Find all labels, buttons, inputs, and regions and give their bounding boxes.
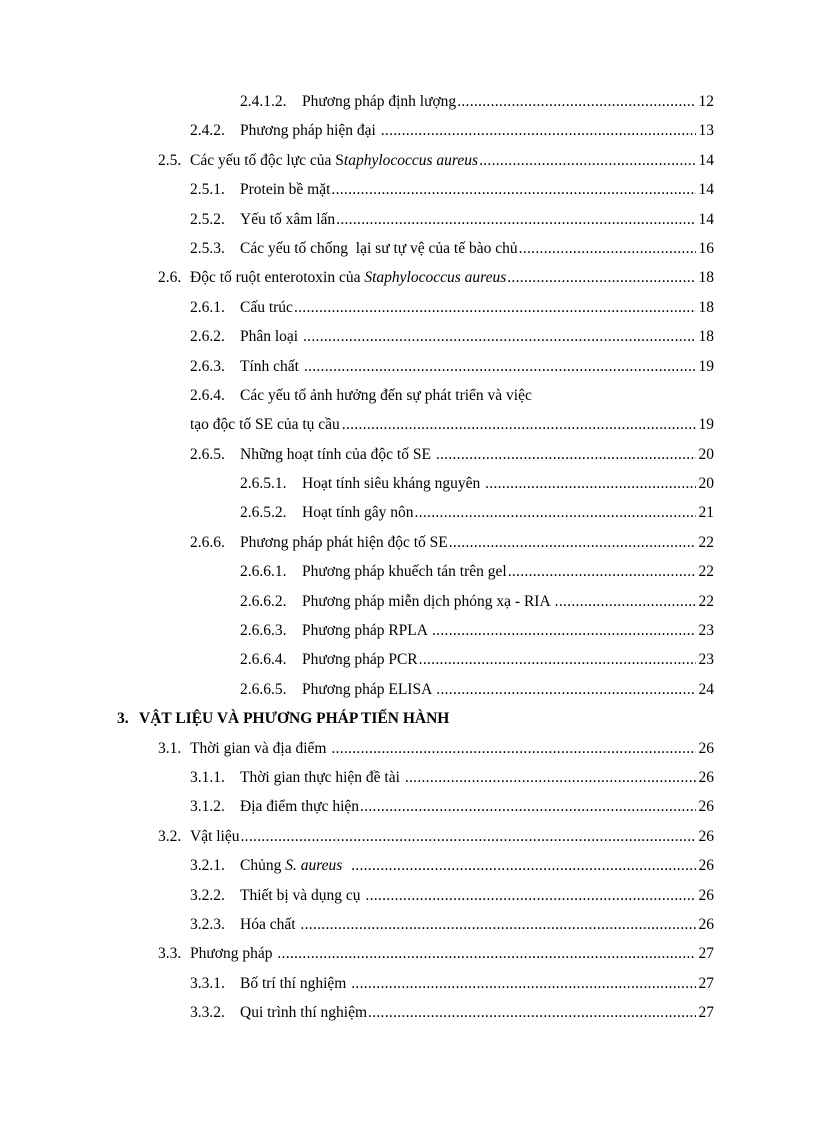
toc-entry-title bbox=[240, 440, 435, 469]
toc-dot-leader bbox=[336, 205, 696, 234]
toc-entry-title-text: Qui trình thí nghiệm bbox=[240, 1004, 368, 1022]
toc-entry-line bbox=[158, 263, 714, 292]
toc-entry-title bbox=[240, 234, 518, 263]
toc-entry-title-text: Phương pháp bbox=[190, 945, 277, 963]
toc-dot-leader bbox=[405, 763, 696, 792]
toc-entry-title-text: Phương pháp miễn dịch phóng xạ - RIA bbox=[302, 592, 554, 610]
toc-dot-leader bbox=[432, 616, 696, 645]
toc-entry-title-italic: S. aureus bbox=[285, 857, 343, 875]
toc-page-number: 22 bbox=[698, 533, 714, 551]
toc-entry-line bbox=[240, 587, 714, 616]
toc-page-number: 18 bbox=[698, 269, 714, 287]
toc-page-number: 19 bbox=[698, 357, 714, 375]
toc-entry[interactable] bbox=[0, 822, 816, 851]
toc-entry-line bbox=[117, 704, 714, 733]
toc-entry[interactable] bbox=[0, 263, 816, 292]
toc-dot-leader bbox=[449, 528, 696, 557]
toc-dot-leader bbox=[479, 146, 696, 175]
toc-dot-leader bbox=[415, 498, 697, 527]
toc-entry[interactable] bbox=[0, 910, 816, 939]
toc-entry-number: 2.6. bbox=[158, 269, 182, 287]
toc-page-number: 13 bbox=[698, 122, 714, 140]
toc-entry-number: 2.6.6.4. bbox=[240, 651, 287, 669]
toc-dot-leader bbox=[277, 939, 696, 968]
toc-entry-line bbox=[158, 822, 714, 851]
toc-entry-title-text: Phương pháp định lượng bbox=[302, 93, 457, 110]
toc-entry-line bbox=[190, 998, 714, 1027]
toc-entry-title bbox=[302, 498, 414, 527]
toc-entry-title-text: Phương pháp ELISA bbox=[302, 680, 436, 698]
toc-entry-title-text: Phương pháp hiện đại bbox=[240, 122, 380, 140]
toc-entry-number: 2.6.6. bbox=[190, 533, 225, 551]
toc-entry-number: 2.5.2. bbox=[190, 210, 225, 228]
toc-entry-title bbox=[190, 734, 330, 763]
toc-entry-number: 3.3. bbox=[158, 945, 182, 963]
toc-entry-line bbox=[190, 440, 714, 469]
toc-entry[interactable] bbox=[0, 175, 816, 204]
toc-entry[interactable] bbox=[0, 998, 816, 1027]
toc-entry[interactable] bbox=[0, 763, 816, 792]
toc-entry-title-text: Chủng bbox=[240, 857, 286, 875]
toc-entry-title-text: Phương pháp RPLA bbox=[302, 622, 431, 640]
toc-entry[interactable] bbox=[0, 851, 816, 880]
toc-entry[interactable] bbox=[0, 381, 816, 410]
toc-page-number: 22 bbox=[698, 563, 714, 581]
toc-dot-leader bbox=[331, 175, 696, 204]
toc-page-number: 26 bbox=[698, 827, 714, 845]
toc-entry-title bbox=[302, 616, 431, 645]
toc-entry[interactable] bbox=[0, 352, 816, 381]
toc-entry[interactable] bbox=[0, 469, 816, 498]
toc-entry-line bbox=[190, 763, 714, 792]
toc-entry-number: 2.6.3. bbox=[190, 357, 225, 375]
toc-entry-title-text: Phương pháp PCR bbox=[302, 651, 418, 669]
toc-entry-title-text: Thời gian và địa điểm bbox=[190, 739, 331, 757]
toc-entry-title bbox=[240, 910, 299, 939]
toc-page-number: 16 bbox=[698, 239, 714, 257]
toc-page-number: 26 bbox=[698, 739, 714, 757]
toc-dot-leader bbox=[436, 675, 696, 704]
toc-entry-line bbox=[190, 205, 714, 234]
toc-entry-title-text: Hoạt tính gây nôn bbox=[302, 504, 414, 522]
toc-entry-title-text: Địa điểm thực hiện bbox=[240, 798, 360, 816]
toc-entry[interactable] bbox=[0, 234, 816, 263]
table-of-contents bbox=[0, 87, 816, 1028]
toc-entry[interactable] bbox=[0, 440, 816, 469]
toc-entry-title bbox=[240, 851, 350, 880]
toc-entry-line bbox=[190, 234, 714, 263]
toc-entry[interactable] bbox=[0, 939, 816, 968]
toc-entry-number: 2.6.6.1. bbox=[240, 563, 287, 581]
toc-entry[interactable] bbox=[0, 557, 816, 586]
toc-entry-line bbox=[240, 87, 714, 116]
toc-entry-line bbox=[158, 734, 714, 763]
toc-dot-leader bbox=[555, 587, 696, 616]
toc-entry-line bbox=[240, 469, 714, 498]
toc-dot-leader bbox=[342, 410, 696, 439]
toc-entry-title bbox=[302, 557, 507, 586]
toc-entry-title-text: Phương pháp khuếch tán trên gel bbox=[302, 563, 507, 581]
toc-entry-title-text: Phương pháp phát hiện độc tố SE bbox=[240, 533, 448, 551]
toc-entry-number: 2.4.2. bbox=[190, 122, 225, 140]
toc-entry[interactable] bbox=[0, 146, 816, 175]
toc-entry-number: 3.1. bbox=[158, 739, 182, 757]
toc-page-number: 20 bbox=[698, 475, 714, 493]
toc-entry-number: 3.2.1. bbox=[190, 857, 225, 875]
toc-entry-line bbox=[190, 881, 714, 910]
toc-entry[interactable] bbox=[0, 498, 816, 527]
toc-entry-line bbox=[190, 322, 714, 351]
toc-entry-title-text: Bố trí thí nghiệm bbox=[240, 974, 351, 992]
toc-entry-title-text: Cấu trúc bbox=[240, 298, 293, 316]
toc-entry-title bbox=[240, 763, 404, 792]
toc-entry-title-italic: Staphylococcus aureus bbox=[364, 269, 507, 287]
toc-entry-title bbox=[302, 645, 418, 674]
toc-entry-title bbox=[190, 263, 506, 292]
toc-page-number: 22 bbox=[698, 592, 714, 610]
toc-dot-leader bbox=[241, 822, 697, 851]
toc-entry[interactable] bbox=[0, 293, 816, 322]
toc-entry-title-text: Những hoạt tính của độc tố SE bbox=[240, 445, 435, 463]
toc-dot-leader bbox=[351, 969, 696, 998]
toc-dot-leader bbox=[381, 116, 696, 145]
toc-entry-title-text: VẬT LIỆU VÀ PHƯƠNG PHÁP TIẾN HÀNH bbox=[139, 710, 450, 728]
toc-entry-title bbox=[302, 87, 456, 116]
toc-entry-title bbox=[240, 969, 350, 998]
toc-entry-title bbox=[240, 352, 303, 381]
toc-dot-leader bbox=[351, 851, 696, 880]
toc-entry-number: 3.1.2. bbox=[190, 798, 225, 816]
toc-dot-leader bbox=[304, 352, 696, 381]
toc-entry-line bbox=[240, 557, 714, 586]
toc-entry-number: 3.3.2. bbox=[190, 1004, 225, 1022]
toc-entry-title-text: Yếu tố xâm lấn bbox=[240, 210, 336, 228]
toc-entry[interactable] bbox=[0, 322, 816, 351]
toc-entry-title-text: Thiết bị và dụng cụ bbox=[240, 886, 365, 904]
toc-entry-title-text: Vật liệu bbox=[190, 827, 240, 845]
toc-entry-line bbox=[158, 146, 714, 175]
toc-entry-line bbox=[190, 116, 714, 145]
toc-entry-line bbox=[190, 851, 714, 880]
toc-page-number: 14 bbox=[698, 210, 714, 228]
toc-dot-leader bbox=[419, 645, 696, 674]
toc-entry[interactable] bbox=[0, 675, 816, 704]
toc-page-number: 26 bbox=[698, 915, 714, 933]
toc-entry[interactable] bbox=[0, 87, 816, 116]
toc-entry-title bbox=[240, 381, 532, 410]
toc-entry-line bbox=[240, 675, 714, 704]
toc-dot-leader bbox=[300, 910, 696, 939]
toc-entry-title bbox=[240, 881, 364, 910]
toc-page-number: 21 bbox=[698, 504, 714, 522]
toc-dot-leader bbox=[303, 322, 696, 351]
toc-entry[interactable] bbox=[0, 205, 816, 234]
toc-dot-leader bbox=[507, 263, 696, 292]
toc-entry-title-text: Hoạt tính siêu kháng nguyên bbox=[302, 475, 485, 493]
toc-page-number: 18 bbox=[698, 328, 714, 346]
toc-entry-title bbox=[240, 998, 367, 1027]
toc-entry[interactable] bbox=[0, 116, 816, 145]
toc-chapter-heading[interactable] bbox=[0, 704, 816, 733]
toc-entry[interactable] bbox=[0, 587, 816, 616]
toc-entry-number: 3.2.3. bbox=[190, 915, 225, 933]
toc-entry-title bbox=[240, 322, 302, 351]
toc-entry-title-text: Tính chất bbox=[240, 357, 303, 375]
toc-entry-number: 2.5. bbox=[158, 151, 182, 169]
toc-page-number: 27 bbox=[698, 1004, 714, 1022]
toc-page-number: 26 bbox=[698, 886, 714, 904]
toc-dot-leader bbox=[508, 557, 696, 586]
toc-entry-title-text: tạo độc tố SE của tụ cầu bbox=[190, 416, 340, 434]
toc-entry-line bbox=[240, 498, 714, 527]
toc-entry-title bbox=[190, 410, 340, 439]
toc-entry-title-text: Hóa chất bbox=[240, 915, 300, 933]
toc-entry-title-text: Các yếu tố chống lại sư tự vệ của tế bào chủ bbox=[240, 239, 518, 257]
toc-entry[interactable] bbox=[0, 969, 816, 998]
toc-entry-title bbox=[240, 528, 448, 557]
toc-page-number: 14 bbox=[698, 181, 714, 199]
toc-dot-leader bbox=[365, 881, 696, 910]
toc-page-number: 18 bbox=[698, 298, 714, 316]
toc-entry-title-text bbox=[342, 857, 350, 874]
toc-entry-line bbox=[190, 410, 714, 439]
toc-entry-title bbox=[240, 205, 335, 234]
toc-entry-number: 2.6.1. bbox=[190, 298, 225, 316]
toc-entry-title-text: Độc tố ruột enterotoxin của bbox=[190, 269, 365, 287]
toc-entry-title bbox=[302, 469, 484, 498]
toc-entry-number: 2.6.6.3. bbox=[240, 622, 287, 640]
toc-entry-line bbox=[190, 175, 714, 204]
toc-entry[interactable] bbox=[0, 881, 816, 910]
toc-entry-number: 3.1.1. bbox=[190, 768, 225, 786]
toc-page-number: 14 bbox=[698, 151, 714, 169]
toc-entry-line bbox=[190, 792, 714, 821]
toc-page-number: 26 bbox=[698, 857, 714, 875]
toc-entry-number: 2.6.5.2. bbox=[240, 504, 287, 522]
toc-entry-number: 2.5.3. bbox=[190, 239, 225, 257]
toc-entry-line bbox=[190, 969, 714, 998]
toc-entry-number: 2.4.1.2. bbox=[240, 93, 287, 110]
toc-page-number: 26 bbox=[698, 768, 714, 786]
toc-entry-title bbox=[302, 587, 554, 616]
toc-entry-number: 3.2. bbox=[158, 827, 182, 845]
toc-entry-title bbox=[190, 822, 240, 851]
toc-page-number: 19 bbox=[698, 416, 714, 434]
toc-entry-number: 2.6.5. bbox=[190, 445, 225, 463]
toc-page-number: 26 bbox=[698, 798, 714, 816]
toc-entry-title bbox=[240, 175, 330, 204]
toc-entry-title bbox=[302, 675, 435, 704]
toc-entry-number: 3.3.1. bbox=[190, 974, 225, 992]
toc-entry-line bbox=[190, 528, 714, 557]
toc-entry-title bbox=[190, 939, 276, 968]
toc-entry[interactable] bbox=[0, 792, 816, 821]
toc-page-number: 20 bbox=[698, 445, 714, 463]
toc-dot-leader bbox=[368, 998, 696, 1027]
toc-entry-title bbox=[240, 293, 293, 322]
toc-dot-leader bbox=[294, 293, 696, 322]
toc-entry-number: 2.6.5.1. bbox=[240, 475, 287, 493]
toc-entry-number: 3. bbox=[117, 710, 129, 728]
toc-page-number: 12 bbox=[698, 93, 714, 110]
toc-entry[interactable] bbox=[0, 528, 816, 557]
toc-entry-title-italic: taphylococcus aureus bbox=[343, 151, 479, 169]
toc-entry-title-text: Các yếu tố ảnh hưởng đến sự phát triển và việc bbox=[240, 386, 532, 404]
toc-entry-number: 2.5.1. bbox=[190, 181, 225, 199]
toc-dot-leader bbox=[457, 87, 696, 116]
toc-entry-number: 3.2.2. bbox=[190, 886, 225, 904]
toc-entry-title-text: Phân loại bbox=[240, 328, 302, 346]
toc-dot-leader bbox=[485, 469, 696, 498]
toc-entry-line bbox=[190, 910, 714, 939]
toc-page-number: 23 bbox=[698, 651, 714, 669]
toc-entry-line bbox=[158, 939, 714, 968]
toc-dot-leader bbox=[519, 234, 696, 263]
toc-page-number: 27 bbox=[698, 974, 714, 992]
toc-entry-title bbox=[240, 792, 359, 821]
toc-entry[interactable] bbox=[0, 616, 816, 645]
toc-dot-leader bbox=[360, 792, 696, 821]
toc-entry-line bbox=[240, 645, 714, 674]
toc-entry-title-text: Các yếu tố độc lực của S bbox=[190, 151, 344, 169]
toc-entry[interactable] bbox=[0, 410, 816, 439]
toc-entry-number: 2.6.2. bbox=[190, 328, 225, 346]
toc-dot-leader bbox=[436, 440, 696, 469]
toc-entry-line bbox=[190, 293, 714, 322]
toc-entry[interactable] bbox=[0, 645, 816, 674]
toc-entry-line bbox=[190, 352, 714, 381]
toc-entry-number: 2.6.4. bbox=[190, 386, 225, 404]
toc-entry-title-text: Protein bề mặt bbox=[240, 181, 331, 199]
toc-dot-leader bbox=[331, 734, 696, 763]
toc-page-number: 27 bbox=[698, 945, 714, 963]
toc-entry-title bbox=[139, 704, 449, 733]
toc-page-number: 24 bbox=[698, 680, 714, 698]
toc-entry-number: 2.6.6.2. bbox=[240, 592, 287, 610]
toc-page-number: 23 bbox=[698, 622, 714, 640]
toc-entry-line bbox=[240, 616, 714, 645]
toc-entry[interactable] bbox=[0, 734, 816, 763]
toc-entry-title bbox=[240, 116, 380, 145]
toc-entry-title bbox=[190, 146, 478, 175]
toc-entry-title-text: Thời gian thực hiện đề tài bbox=[240, 768, 404, 786]
toc-entry-number: 2.6.6.5. bbox=[240, 680, 287, 698]
toc-entry-line bbox=[190, 381, 714, 410]
